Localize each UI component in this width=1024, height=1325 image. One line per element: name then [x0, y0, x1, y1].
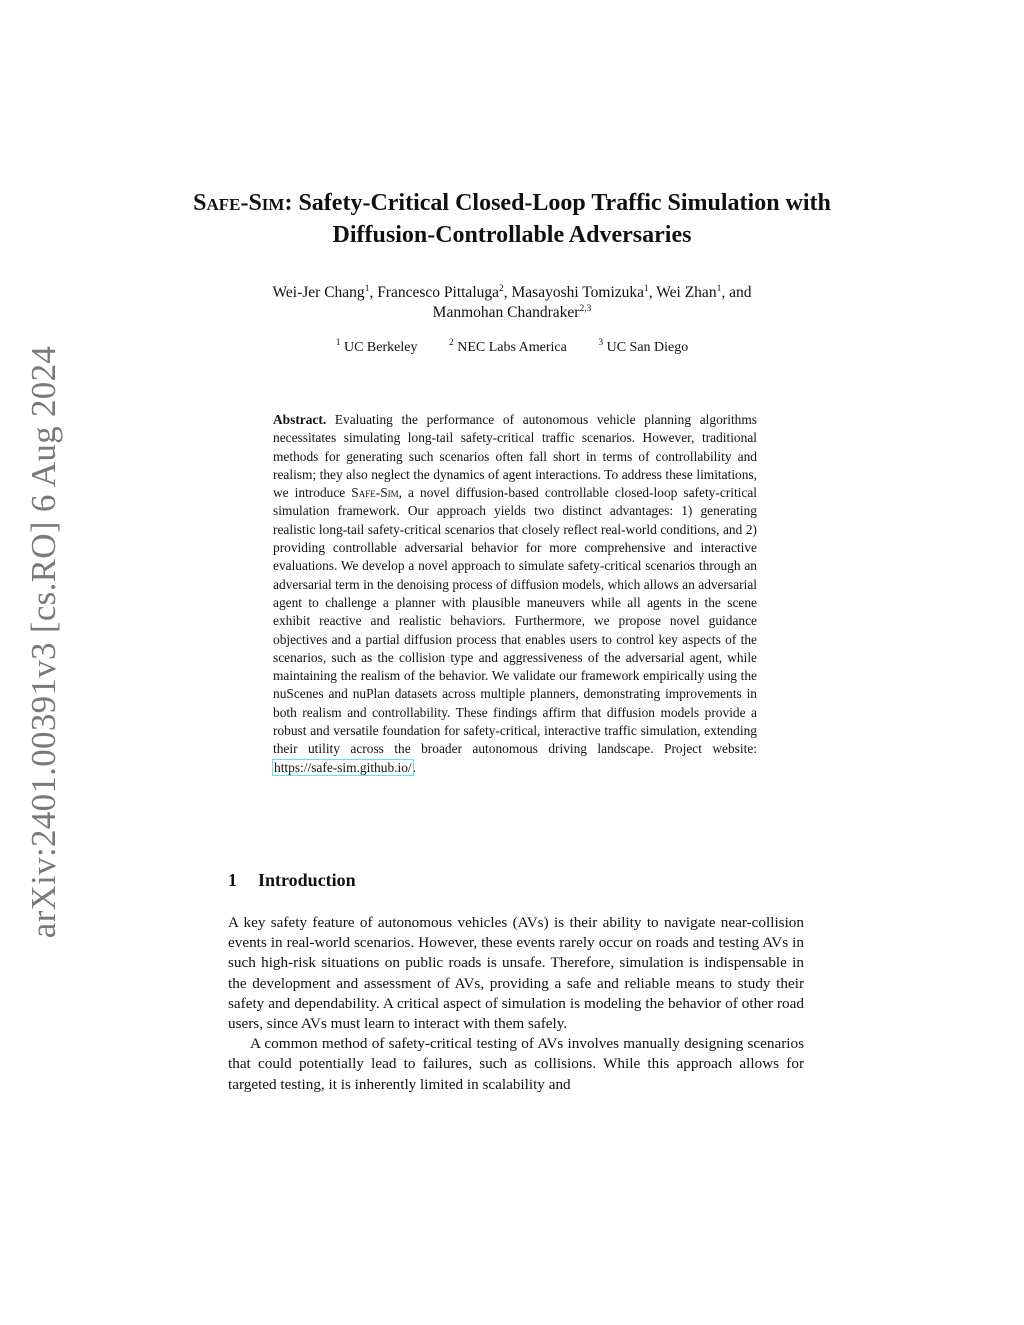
abstract-text-part2: , a novel diffusion-based controllable closed-loop safety-critical simulation framework. Our approach yields two distinct advantages: 1) generating realistic long-tail safety-critical scenarios that closely reflect real-world conditions, and 2) providing controllable adversarial behavior for more comprehensive and interactive evaluations. We develop a novel approach to simulate safety-critical scenarios through an adversarial term in the denoising process of diffusion models, which allows an adversarial agent to challenge a planner with plausible maneuvers while all agents in the scene exhibit reactive and realistic behaviors. Furthermore, we propose novel guidance objectives and a partial diffusion process that enables users to control key aspects of the scenarios, such as the collision type and aggressiveness of the adversarial agent, while maintaining the realism of the behavior. We validate our framework empirically using the nuScenes and nuPlan datasets across multiple planners, demonstrating improvements in both realism and controllability. These findings affirm that diffusion models provide a robust and versatile foundation for safety-critical, interactive traffic simulation, extending their utility across the broader autonomous driving landscape. Project website: — [273, 485, 758, 757]
author: Manmohan Chandraker$^{2,3}$ — [432, 304, 592, 321]
affiliation: $^3$ UC San Diego — [598, 338, 689, 355]
affiliation: $^1$ UC Berkeley — [335, 338, 418, 355]
author: Wei-Jer Chang$^1$, — [272, 284, 378, 301]
section-title: Introduction — [258, 870, 356, 890]
author: Francesco Pittaluga$^2$, — [377, 284, 512, 301]
affiliation: $^2$ NEC Labs America — [448, 338, 567, 355]
title-system-name: Safe-Sim — [193, 190, 285, 216]
abstract-label: Abstract. — [273, 412, 327, 427]
paragraph: A key safety feature of autonomous vehicles (AVs) is their ability to navigate near-collision events in real-world scenarios. However, these events rarely occur on roads and testing AVs in such high-risk situations on public roads is unsafe. Therefore, simulation is indispensable in the development and assessment of AVs, providing a safe and reliable means to study their safety and dependability. A critical aspect of simulation is modeling the behavior of other road users, since AVs must learn to interact with them safely. — [228, 914, 804, 1033]
section-heading-introduction — [228, 869, 356, 891]
author: Masayoshi Tomizuka$^1$, — [511, 284, 657, 301]
introduction-body — [228, 913, 804, 1095]
project-website-link[interactable]: https://safe-sim.github.io/ — [274, 759, 412, 775]
paragraph: A common method of safety-critical testing of AVs involves manually designing scenarios that could potentially lead to failures, such as collisions. While this approach allows for targeted testing, it is inherently limited in scalability and — [228, 1035, 804, 1093]
abstract: Abstract. Evaluating the performance of autonomous vehicle planning algorithms necessitates simulating long-tail safety-critical traffic scenarios. However, traditional methods for generating such scenarios often fall short in terms of controllability and realism; they also neglect the dynamics of agent interactions. To address these limitations, we introduce Safe-Sim, a novel diffusion-based controllable closed-loop safety-critical simulation framework. Our approach yields two distinct advantages: 1) generating realistic long-tail safety-critical scenarios that closely reflect real-world conditions, and 2) providing controllable adversarial behavior for more comprehensive and interactive evaluations. We develop a novel approach to simulate safety-critical scenarios through an adversarial term in the denoising process of diffusion models, which allows an adversarial agent to challenge a planner with plausible maneuvers while all agents in the scene exhibit reactive and realistic behaviors. Furthermore, we propose novel guidance objectives and a partial diffusion process that enables users to control key aspects of the scenarios, such as the collision type and aggressiveness of the adversarial agent, while maintaining the realism of the behavior. We validate our framework empirically using the nuScenes and nuPlan datasets across multiple planners, demonstrating improvements in both realism and controllability. These findings affirm that diffusion models provide a robust and versatile foundation for safety-critical, interactive traffic simulation, extending their utility across the broader autonomous driving landscape. Project website: https://safe-sim.github.io/. — [273, 412, 758, 775]
author: Wei Zhan$^1$, and — [656, 284, 752, 301]
abstract-text-part1: Evaluating the performance of autonomous vehicle planning algorithms necessitates simulating long-tail safety-critical traffic scenarios. However, traditional methods for generating such scenarios often fall short in terms of controllability and realism; they also neglect the dynamics of agent interactions. To address these limitations, we introduce — [273, 412, 757, 501]
affiliation-list — [180, 339, 844, 357]
arxiv-identifier-stamp: arXiv:2401.00391v3 [cs.RO] 6 Aug 2024 — [24, 345, 63, 939]
title-text: : Safety-Critical Closed-Loop Traffic Simulation with Diffusion-Controllable Adversaries — [284, 190, 831, 248]
author-list — [180, 283, 844, 323]
abstract-system-name: Safe-Sim — [351, 485, 399, 501]
section-number: 1 — [228, 870, 237, 890]
paper-title — [180, 187, 844, 251]
